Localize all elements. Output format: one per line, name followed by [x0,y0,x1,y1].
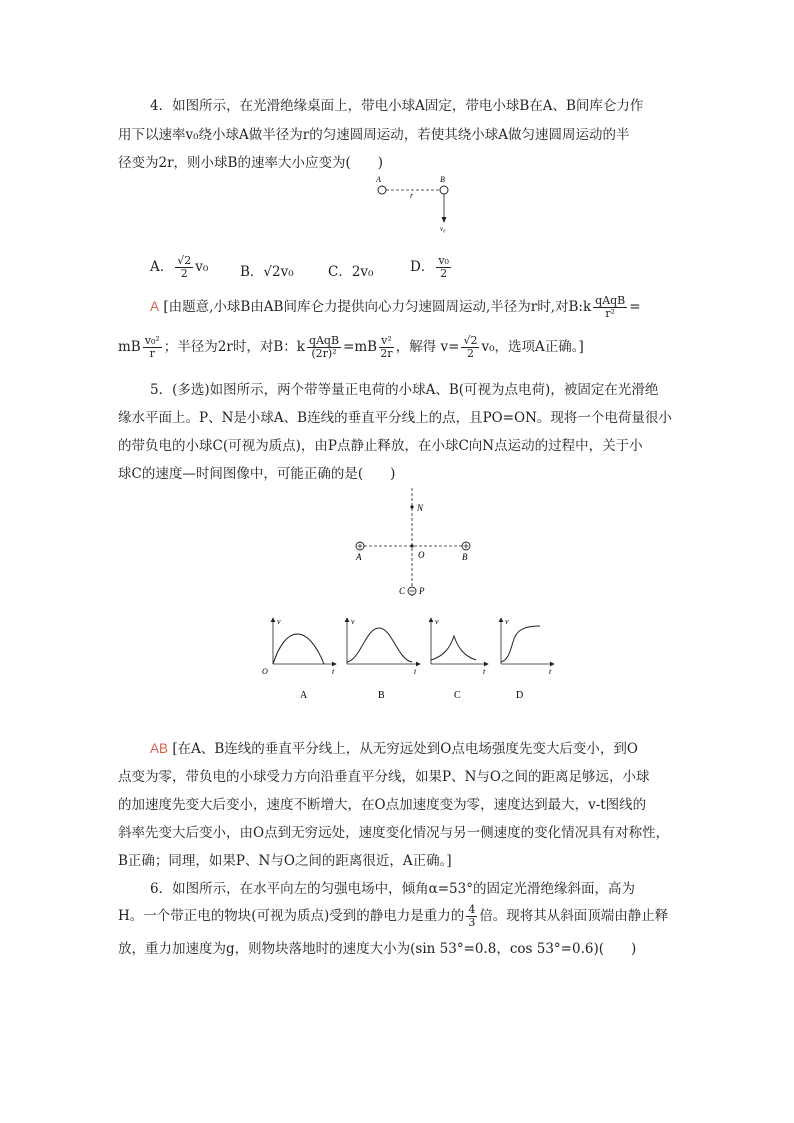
q4-option-c: C．2v₀ [328,264,374,280]
label-o: O [418,550,425,560]
q4-sol2-e: v₀，选项A正确。] [481,339,584,355]
graph-b [347,617,420,701]
q5-solution-5: B正确；同理，如果P、N与O之间的距离很近，A正确。] [118,853,452,869]
q5-line-4: 球C的速度—时间图像中，可能正确的是( ) [118,466,396,482]
q6-line-2 [118,904,668,929]
q6-line-1: 6．如图所示，在水平向左的匀强电场中，倾角α=53°的固定光滑绝缘斜面，高为 [150,881,635,897]
label-b: B [462,552,468,562]
q4-sol1-den: r² [605,307,616,320]
graph-c-v-label: v [435,617,439,626]
graph-a-v-label: v [277,617,281,626]
q4-sol2-frac2 [307,335,341,360]
q4-line-2: 用下以速率v₀绕小球A做半径为r的匀速圆周运动，若使其绕小球A做匀速圆周运动的半 [118,127,630,143]
q6-line-3: 放，重力加速度为g，则物块落地时的速度大小为(sin 53°=0.8，cos 53°=0.6)( ) [118,941,637,957]
q4-sol2-d: ，解得 v= [395,339,460,355]
q4-sol2-frac1-den: r [149,347,155,360]
graph-b-t-label: t [414,667,417,676]
q5-figure [348,488,478,603]
q4-sol1-frac [593,295,627,320]
q4-sol2-frac4-den: 2 [466,347,474,360]
q4-option-d [410,255,453,280]
q5-line-3: 的带负电的小球C(可视为质点)，由P点静止释放，在小球C向N点运动的过程中，关于小 [118,438,643,454]
velocity-arrowhead [442,217,447,223]
opt-d-num: v₀ [438,254,449,267]
q4-sol1-eq: = [629,299,641,315]
q5-answer: AB [150,741,169,756]
opt-a-frac [175,255,193,280]
ball-a [378,186,386,194]
opt-a-suffix: v₀ [195,259,209,275]
opt-d-frac [436,255,451,280]
graph-c [431,617,488,701]
graph-a-t-label: t [332,667,335,676]
graph-c-caption: C [454,690,461,701]
q4-line-1: 4．如图所示，在光滑绝缘桌面上，带电小球A固定，带电小球B在A、B间库仑力作 [150,98,644,114]
q6-line2-b: 倍。现将其从斜面顶端由静止释 [479,908,669,924]
q4-option-b: B．√2v₀ [240,264,294,280]
label-a: A [356,552,362,562]
q4-option-a [150,255,208,280]
q4-sol2-a: mB [118,339,141,355]
graph-c-t-label: t [483,667,486,676]
label-r: r [410,191,414,200]
graph-d-curve [501,626,540,662]
opt-a-den: 2 [180,267,188,280]
graph-d-caption: D [516,690,524,701]
q4-sol2-frac3 [379,335,394,360]
q6-frac [466,904,477,929]
q4-sol2-frac3-num: v² [381,334,392,347]
q4-sol2-frac4-num: √2 [463,334,478,347]
q4-sol2-frac1 [143,335,162,360]
graph-a-curve [273,634,324,664]
q4-sol1-num: qAqB [595,294,626,307]
label-c: C [399,586,406,596]
q5-sol1-text: [在A、B连线的垂直平分线上，从无穷远处到O点电场强度先变大后变小，到O [172,741,638,757]
opt-a-num: √2 [177,254,192,267]
graph-a [262,617,336,701]
q4-sol1-text: [由题意,小球B由AB间库仑力提供向心力匀速圆周运动,半径为r时,对B:k [163,299,592,315]
q4-solution-2 [118,335,584,360]
q5-line-1: 5．(多选)如图所示，两个带等量正电荷的小球A、B(可视为点电荷)，被固定在光滑绝 [150,382,659,398]
opt-d-prefix: D． [410,259,435,275]
graph-d-v-label: v [505,617,509,626]
graph-d [501,617,554,701]
q4-sol2-frac2-den: (2r)² [311,347,337,360]
label-b: B [440,175,445,184]
label-a: A [376,175,381,184]
point-n [410,505,413,508]
graph-b-caption: B [378,690,385,701]
q4-answer: A [150,299,160,314]
opt-a-prefix: A． [150,259,174,275]
point-o [410,544,413,547]
opt-d-den: 2 [440,267,448,280]
q6-line2-a: H。一个带正电的物块(可视为质点)受到的静电力是重力的 [118,908,465,924]
graph-a-origin: O [262,667,268,676]
label-n: N [417,503,424,513]
q5-solution-3: 的加速度先变大后变小，速度不断增大，在O点加速度变为零，速度达到最大，v-t图线的 [118,797,647,813]
q4-sol2-frac4 [461,335,479,360]
label-p: P [419,586,425,596]
q4-sol2-frac3-den: 2r [380,347,393,360]
q4-sol2-c: =mB [343,339,378,355]
label-v0: v₀ [440,225,446,233]
q6-frac-num: 4 [468,903,476,916]
q5-line-2: 缘水平面上。P、N是小球A、B连线的垂直平分线上的点，且PO=ON。现将一个电荷量很小 [118,410,672,426]
graph-d-t-label: t [549,667,552,676]
q4-line-3: 径变为2r，则小球B的速率大小应变为( ) [118,155,383,171]
q6-frac-den: 3 [468,916,476,929]
q4-sol2-frac1-num: v₀² [144,334,160,347]
graph-b-curve [347,628,412,662]
q5-solution-1 [150,740,638,758]
q5-solution-4: 斜率先变大后变小，由O点到无穷远处，速度变化情况与另一侧速度的变化情况具有对称性， [118,825,670,841]
q4-sol2-frac2-num: qAqB [308,334,340,347]
q4-solution-1 [150,295,641,320]
q5-solution-2: 点变为零，带负电的小球受力方向沿垂直平分线，如果P、N与O之间的距离足够远，小球 [118,769,650,785]
ball-b [440,186,448,194]
graph-b-v-label: v [351,617,355,626]
graph-a-caption: A [300,690,308,701]
q5-vt-graphs [258,612,558,704]
q4-figure [370,174,460,236]
q4-sol2-b: ；半径为2r时，对B：k [163,339,305,355]
graph-c-curve [431,636,476,660]
